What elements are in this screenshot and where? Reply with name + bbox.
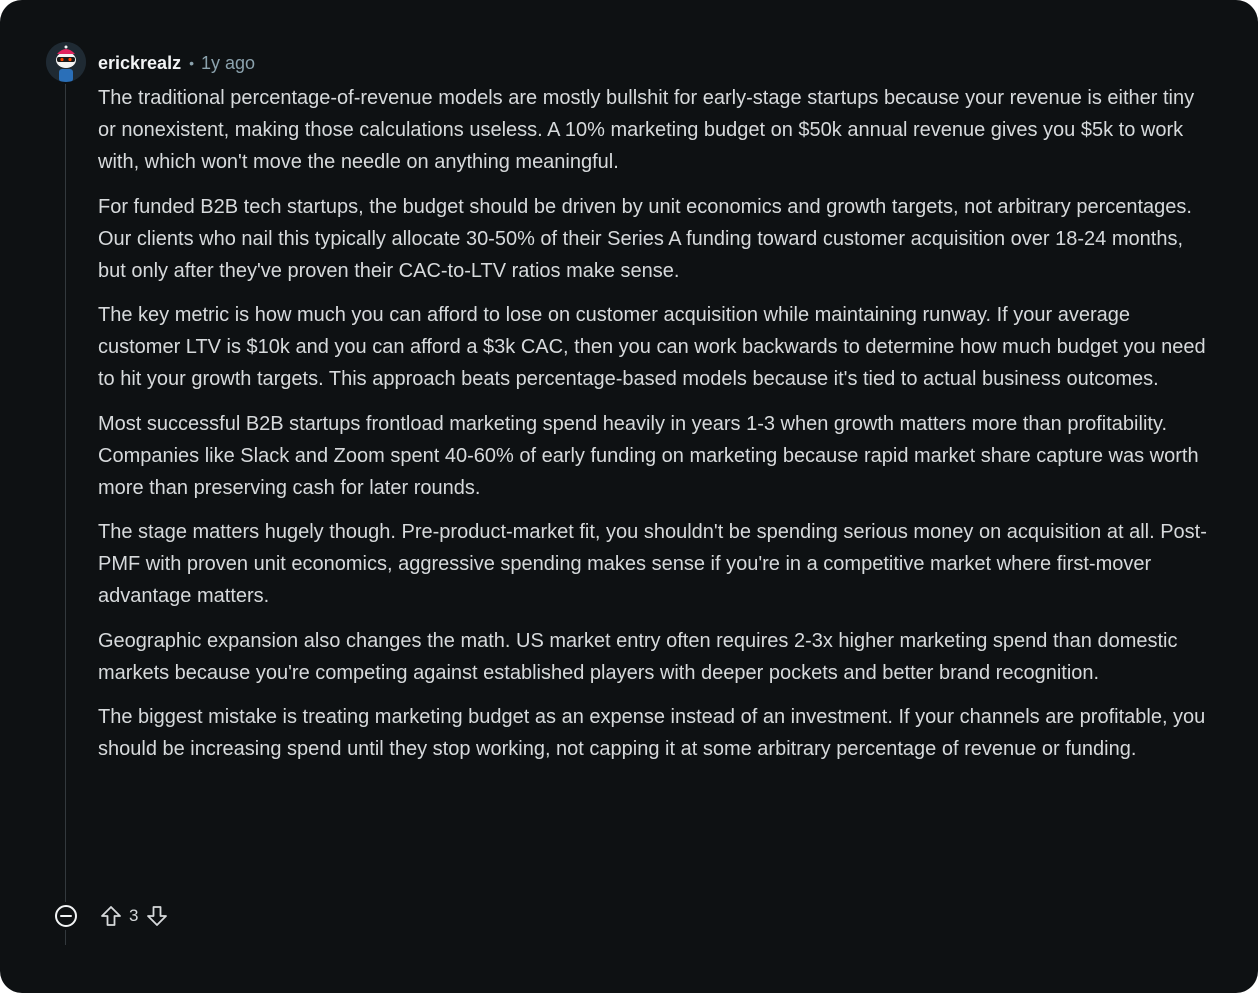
comment-meta [98,50,255,76]
username-link[interactable]: erickrealz [98,53,182,73]
collapse-minus-icon [53,903,79,929]
comment-paragraph: Most successful B2B startups frontload marketing spend heavily in years 1-3 when growth matters more than profitability. Companies like Slack and Zoom spent 40-60% of early funding on marketing because rapid market share capture was worth more than preserving cash for later rounds. [98,412,1199,499]
vote-controls [98,903,170,929]
comment-paragraph: The traditional percentage-of-revenue models are mostly bullshit for early-stage startups because your revenue is either tiny or nonexistent, making those calculations useless. A 10% marketing budget on $50k annual revenue gives you $5k to work with, which won't move the needle on anything meaningful. [98,87,1195,173]
collapse-button[interactable] [52,902,80,930]
downvote-button[interactable] [144,903,170,929]
downvote-arrow-icon [145,904,169,928]
comment-paragraph: The key metric is how much you can afford to lose on customer acquisition while maintaining runway. If your average customer LTV is $10k and you can afford a $3k CAC, then you can work backwards to determine how much budget you need to hit your growth targets. This approach beats percentage-based models because it's tied to actual business outcomes. [98,304,1206,390]
upvote-arrow-icon [99,904,123,928]
comment-paragraph: Geographic expansion also changes the math. US market entry often requires 2-3x higher marketing spend than domestic markets because you're competing against established players with deeper pockets and better brand recognition. [98,629,1178,684]
comment-body [98,82,1213,778]
comment-paragraph: The stage matters hugely though. Pre-product-market fit, you shouldn't be spending serious money on acquisition at all. Post-PMF with proven unit economics, aggressive spending makes sense if you're in a competitive market where first-mover advantage matters. [98,521,1207,607]
comment-paragraph: For funded B2B tech startups, the budget should be driven by unit economics and growth targets, not arbitrary percentages. Our clients who nail this typically allocate 30-50% of their Series A funding toward customer acquisition over 18-24 months, but only after they've proven their CAC-to-LTV ratios make sense. [98,195,1192,282]
upvote-button[interactable] [98,903,124,929]
user-avatar[interactable] [46,42,86,82]
snoo-avatar-icon [46,42,86,82]
vote-score: 3 [129,906,139,925]
meta-separator: • [189,55,194,71]
comment-actions [52,901,170,931]
timestamp[interactable]: 1y ago [200,53,256,73]
comment-paragraph: The biggest mistake is treating marketing budget as an expense instead of an investment. If your channels are profitable, you should be increasing spend until they stop working, not capping it at some arbitrary percentage of revenue or funding. [98,706,1206,760]
thread-line[interactable] [65,84,66,945]
